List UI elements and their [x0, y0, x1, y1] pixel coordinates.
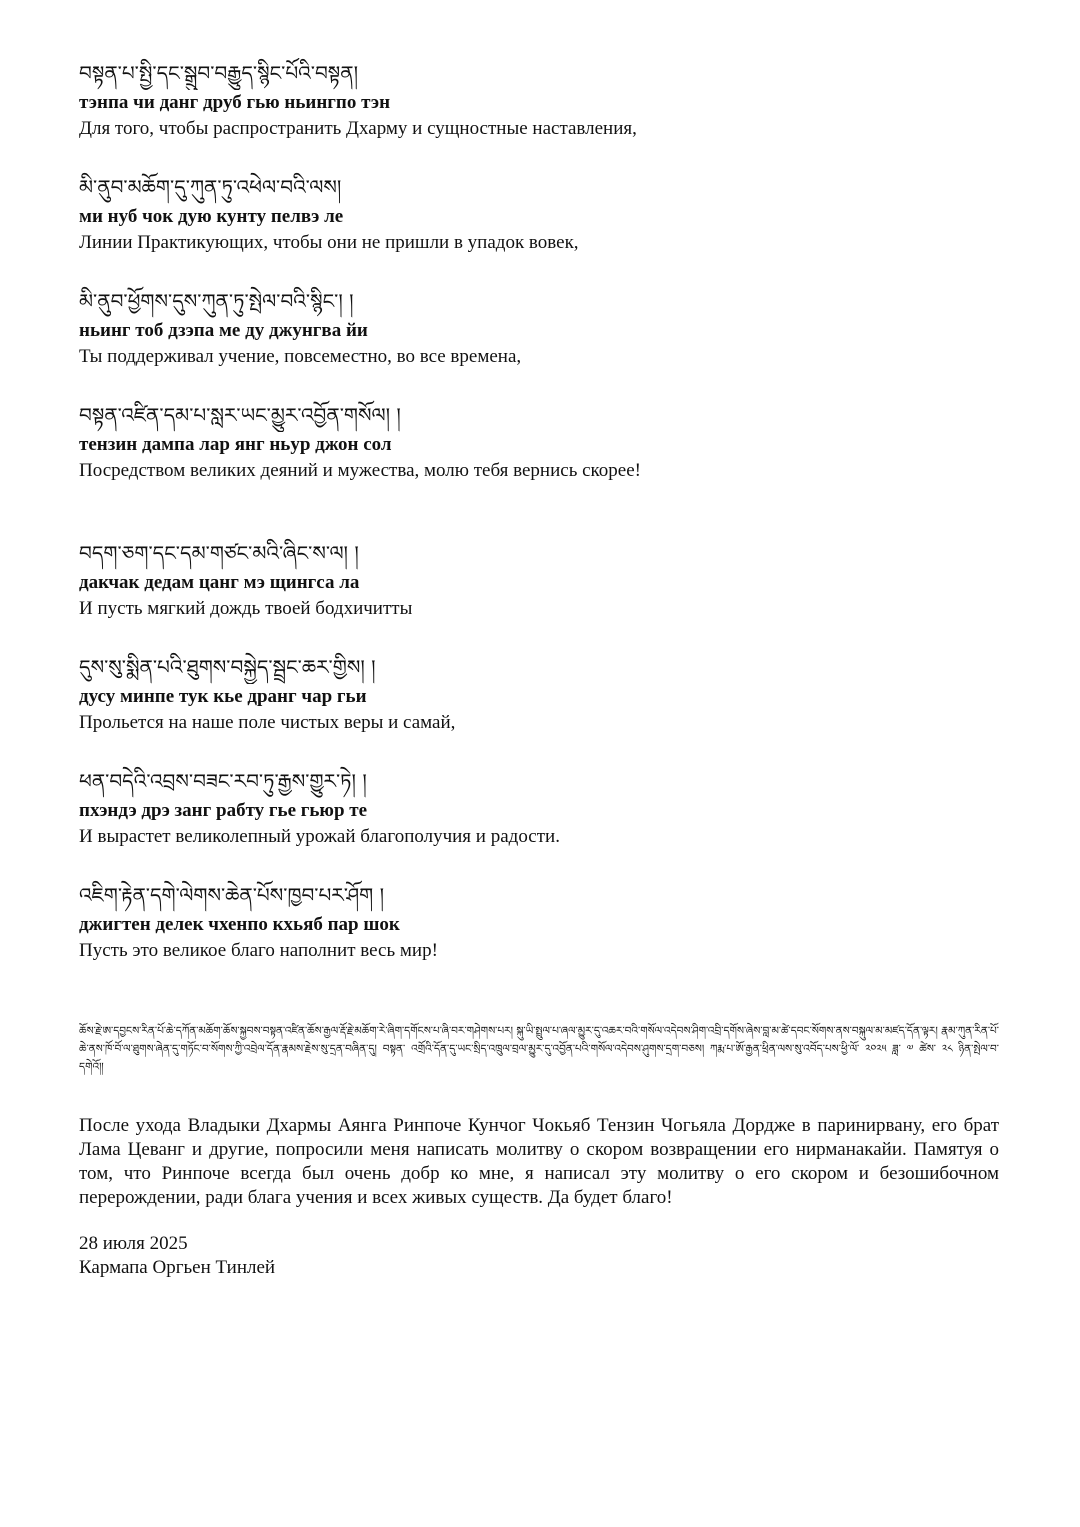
signature-date: 28 июля 2025 — [79, 1233, 188, 1254]
verse-transliteration: ми нуб чок дую кунту пелвэ ле — [79, 206, 344, 227]
verse-tibetan: བདག་ཅག་དང་དམ་གཙང་མའི་ཞིང་ས་ལ། ། — [79, 541, 359, 565]
colophon-russian: После ухода Владыки Дхармы Аянга Ринпоче Кунчог Чокьяб Тензин Чогьяла Дордже в паринирвану, его брат Лама Цеванг и другие, попросили меня написать молитву о скором возвращении его нирманакайи. Памятуя о том, что Ринпоче всегда был очень добр ко мне, я написал эту молитву о его скором и безошибочном перерождении, ради блага учения и всех живых существ. Да будет благо! — [79, 1115, 999, 1208]
verse-tibetan: ཕན་བདེའི་འབྲས་བཟང་རབ་ཏུ་རྒྱས་གྱུར་ཏེ། ། — [79, 769, 367, 793]
verse-translation: И пусть мягкий дождь твоей бодхичитты — [79, 598, 413, 619]
verse-tibetan: བསྟན་པ་སྤྱི་དང་སྒྲུབ་བརྒྱུད་སྙིང་པོའི་བསྟན། — [79, 61, 359, 85]
verse-6 — [79, 652, 999, 736]
verse-7 — [79, 766, 999, 850]
verse-transliteration: ньинг тоб дзэпа ме ду джунгва йи — [79, 320, 368, 341]
verse-tibetan: མི་ནུབ་ཕྱོགས་དུས་ཀུན་ཏུ་སྤེལ་བའི་སྙིང་། ། — [79, 289, 354, 313]
verse-transliteration: тэнпа чи данг друб гью ньингпо тэн — [79, 92, 391, 113]
verse-3 — [79, 286, 999, 370]
verse-tibetan: བསྟན་འཛིན་དམ་པ་སླར་ཡང་མྱུར་འབྱོན་གསོལ། ། — [79, 403, 401, 427]
verse-translation: Для того, чтобы распространить Дхарму и сущностные наставления, — [79, 118, 637, 139]
verse-5 — [79, 538, 999, 622]
verse-translation: Прольется на наше поле чистых веры и самай, — [79, 712, 456, 733]
verse-transliteration: пхэндэ дрэ занг рабту гье гьюр те — [79, 800, 368, 821]
verse-tibetan: མི་ནུབ་མཆོག་དུ་ཀུན་ཏུ་འཕེལ་བའི་ལས། — [79, 175, 342, 199]
verse-translation: Пусть это великое благо наполнит весь мир! — [79, 940, 438, 961]
verse-translation: Посредством великих деяний и мужества, молю тебя вернись скорее! — [79, 460, 642, 481]
verse-4 — [79, 400, 999, 484]
document-page — [79, 58, 999, 1280]
verse-translation: Ты поддерживал учение, повсеместно, во все времена, — [79, 346, 522, 367]
verse-tibetan: འཇིག་རྟེན་དགེ་ལེགས་ཆེན་པོས་ཁྱབ་པར་ཤོག ། — [79, 883, 385, 907]
verse-8 — [79, 880, 999, 964]
verse-transliteration: дакчак дедам цанг мэ щингса ла — [79, 572, 360, 593]
verse-tibetan: དུས་སུ་སྨིན་པའི་ཐུགས་བསྐྱེད་སྦྲང་ཆར་གྱིས། ། — [79, 655, 376, 679]
verse-transliteration: дусу минпе тук кье дранг чар гьи — [79, 686, 367, 707]
verse-translation: И вырастет великолепный урожай благополучия и радости. — [79, 826, 560, 847]
verse-transliteration: тензин дампа лар янг ньур джон сол — [79, 434, 392, 455]
verse-2 — [79, 172, 999, 256]
verse-translation: Линии Практикующих, чтобы они не пришли в упадок вовек, — [79, 232, 579, 253]
verse-1 — [79, 58, 999, 142]
signature-author: Кармапа Оргьен Тинлей — [79, 1257, 276, 1278]
signature-block — [79, 1232, 999, 1280]
verse-transliteration: джигтен делек чхенпо кхьяб пар шок — [79, 914, 400, 935]
colophon-tibetan: ཆོས་རྗེ་ཨ་དབྱངས་རིན་པོ་ཆེ་དཀོན་མཆོག་ཆོས་སྐྱབས་བསྟན་འཛིན་ཆོས་རྒྱལ་རྡོ་རྗེ་མཆོག་རེ་ཞིག་དགོངས་པ་ཞི་བར་གཤེགས་པར། སྐུ་ཡི་སྤྲུལ་པ་ཞལ་མྱུར་དུ་འཆར་བའི་གསོལ་འདེབས་ཤིག་འབྲི་དགོས་ཞེས་བླ་མ་ཚེ་དབང་སོགས་ནས་བསྐུལ་མ་མཛད་དོན་ལྟར། རྣམ་ཀུན་རིན་པོ་ཆེ་ནས་ཁོ་བོ་ལ་ཐུགས་ཞེན་དུ་གཏོང་བ་སོགས་ཀྱི་འབྲེལ་དོན་རྣམས་རྗེས་སུ་དྲན་བཞིན་དུ། བསྟན་ འགྲོའི་དོན་དུ་ཡང་སྲིད་འཁྲུལ་བྲལ་མྱུར་དུ་འབྱོན་པའི་གསོལ་འདེབས་ཤུགས་དྲག་བཅས། ཀརྨ་པ་ཨོ་རྒྱན་ཕྲིན་ལས་སུ་འབོད་པས་ཕྱི་ལོ་ ༢༠༢༥ ཟླ་ ༧ ཚེས་ ༢༨ ཉིན་སྤེལ་བ་དགེའོ།། — [79, 1025, 999, 1073]
